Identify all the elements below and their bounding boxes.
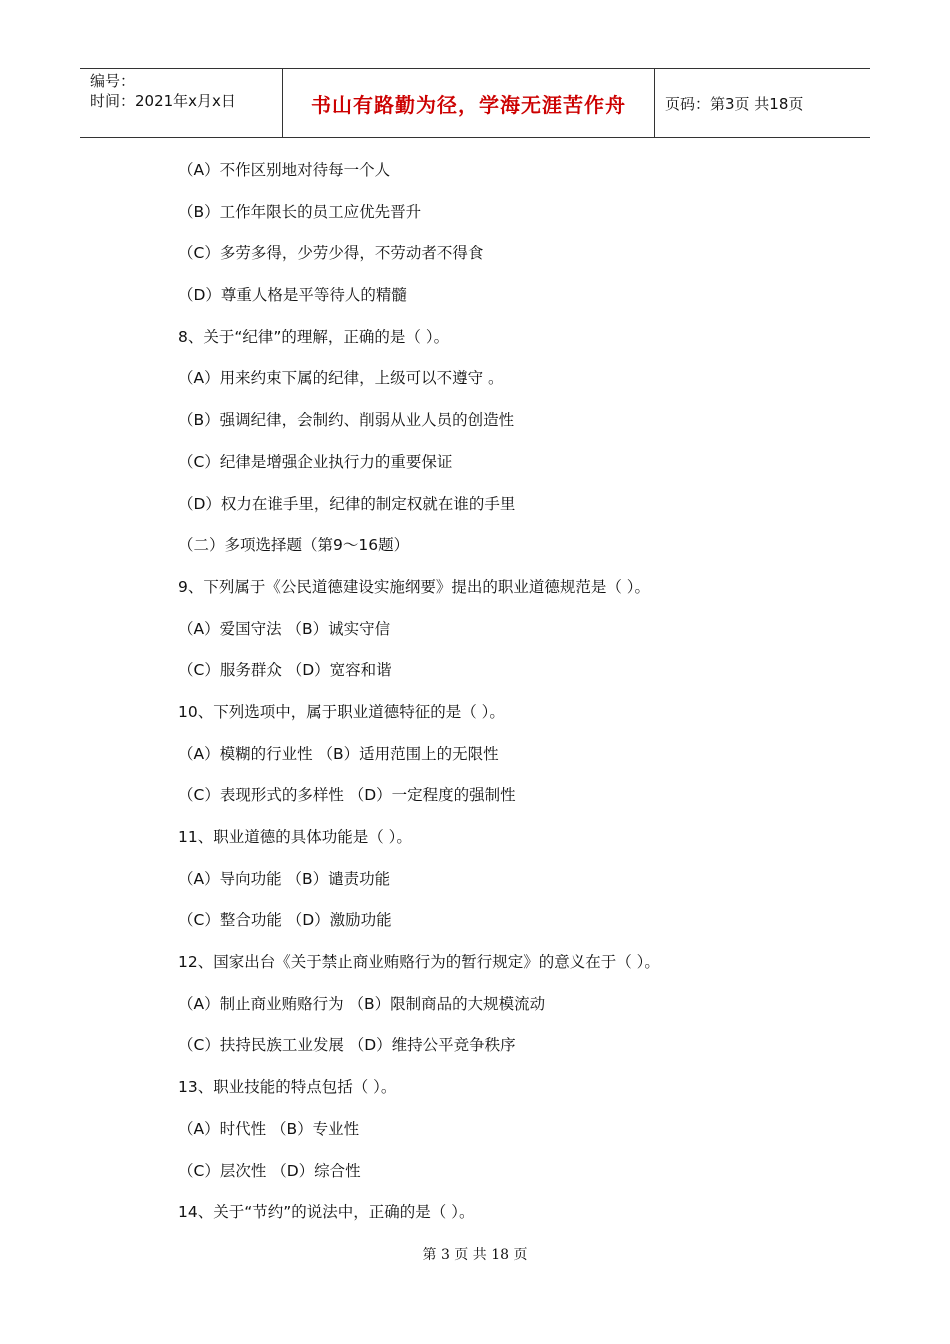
text-line: （D）尊重人格是平等待人的精髓 [178, 286, 407, 305]
header-motto: 书山有路勤为径，学海无涯苦作舟 [282, 69, 655, 137]
text-line: （D）权力在谁手里，纪律的制定权就在谁的手里 [178, 494, 516, 513]
section-heading: （二）多项选择题（第9～16题） [178, 536, 410, 555]
document-number-label: 编号： [90, 72, 136, 90]
text-line: （B）工作年限长的员工应优先晋升 [178, 202, 422, 221]
text-line: （A）时代性 （B）专业性 [178, 1119, 360, 1138]
document-time-label: 时间：2021年x月x日 [90, 92, 236, 110]
text-line: （A）制止商业贿赂行为 （B）限制商品的大规模流动 [178, 994, 546, 1013]
text-line: （C）整合功能 （D）激励功能 [178, 911, 392, 930]
header-meta [80, 69, 282, 137]
question-10: 10、下列选项中，属于职业道德特征的是（ ）。 [178, 702, 505, 721]
text-line: （A）模糊的行业性 （B）适用范围上的无限性 [178, 744, 499, 763]
text-line: （B）强调纪律，会制约、削弱从业人员的创造性 [178, 411, 515, 430]
question-12: 12、国家出台《关于禁止商业贿赂行为的暂行规定》的意义在于（ ）。 [178, 953, 660, 972]
question-11: 11、职业道德的具体功能是（ ）。 [178, 828, 412, 846]
text-line: （A）导向功能 （B）谴责功能 [178, 869, 391, 888]
text-line: （A）爱国守法 （B）诚实守信 [178, 619, 391, 638]
question-14: 14、关于“节约”的说法中，正确的是（ ）。 [178, 1203, 475, 1222]
page-header [80, 68, 870, 138]
header-page-info: 页码：第3页 共18页 [665, 94, 804, 113]
question-9: 9、下列属于《公民道德建设实施纲要》提出的职业道德规范是（ ）。 [178, 577, 651, 596]
question-content [178, 150, 818, 1234]
question-8: 8、关于“纪律”的理解，正确的是（ ）。 [178, 327, 450, 346]
text-line: （C）多劳多得，少劳少得，不劳动者不得食 [178, 244, 484, 263]
text-line: （C）扶持民族工业发展 （D）维持公平竞争秩序 [178, 1036, 516, 1055]
text-line: （A）不作区别地对待每一个人 [178, 161, 391, 179]
page-footer: 第 3 页 共 18 页 [422, 1247, 528, 1263]
text-line: （C）纪律是增强企业执行力的重要保证 [178, 452, 453, 471]
text-line: （C）层次性 （D）综合性 [178, 1161, 361, 1180]
text-line: （A）用来约束下属的纪律，上级可以不遵守 。 [178, 369, 504, 388]
text-line: （C）服务群众 （D）宽容和谐 [178, 661, 392, 680]
text-line: （C）表现形式的多样性 （D）一定程度的强制性 [178, 786, 516, 805]
question-13: 13、职业技能的特点包括（ ）。 [178, 1078, 397, 1097]
